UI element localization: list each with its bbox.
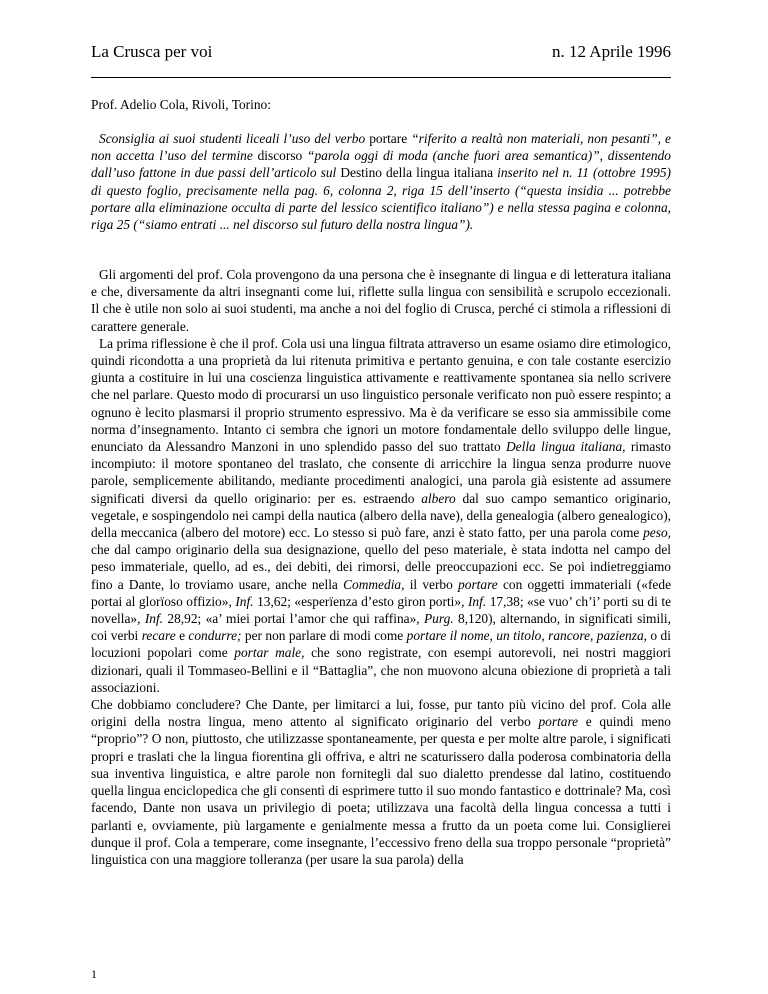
header-rule <box>91 77 671 78</box>
answer-paragraph-3: Che dobbiamo concludere? Che Dante, per limitarci a lui, fosse, pur tanto più vicino del prof. Cola alle origini della nostra lingua, meno attento al significato originario del verbo portare e quindi meno “proprio”? O non, piuttosto, che utilizzasse spontaneamente, per questa e per molte altre parole, i significati propri e traslati che la lingua fiorentina gli offriva, e altri ne scaturissero dalla poderosa combinatoria della sua inventiva linguistica, e altre parole non fornitegli dal suo dialetto prendesse dal latino, costituendo quella lingua enciclopedica che gli consentì di esprimere tutto il suo mondo fantastico e dottrinale? Ma, così facendo, Dante non usava un privilegio di poeta; utilizzava una facoltà della lingua concessa a tutti i parlanti e, ovviamente, più largamente e genialmente messa a frutto da un poeta come lui. Consiglierei dunque il prof. Cola a temperare, come insegnante, l’eccessivo freno della sua troppo personale “proprietà” linguistica con una maggiore tolleranza (per usare la sua parola) della <box>91 697 671 867</box>
issue-date: n. 12 Aprile 1996 <box>552 42 671 61</box>
answer-text <box>91 266 671 868</box>
running-header <box>91 42 671 62</box>
reader-question: Sconsiglia ai suoi studenti liceali l’uso del verbo portare “riferito a realtà non materiali, non pesanti”, e non accetta l’uso del termine discorso “parola oggi di moda (anche fuori area semantica)”, dissentendo dall’uso fattone in due passi dell’articolo sul Destino della lingua italiana inserito nel n. 11 (ottobre 1995) di questo foglio, precisamente nella pag. 6, colonna 2, riga 15 dell’inserto (“questa insidia ... potrebbe portare alla eliminazione occulta di parte del lessico scientifico italiano”) e nella stessa pagina e colonna, riga 25 (“siamo entrati ... nel discorso sul futuro della nostra lingua”). <box>91 131 671 233</box>
publication-title: La Crusca per voi <box>91 42 213 61</box>
answer-paragraph-2: La prima riflessione è che il prof. Cola usi una lingua filtrata attraverso un esame osiamo dire etimologico, quindi ricondotta a una proprietà da lui ritenuta primitiva e pertanto genuina, e con tale costante esercizio giunta a costituire in lui una coscienza linguistica attivamente e reattivamente spontanea sia nello scrivere che nel parlare. Questo modo di procurarsi un uso linguistico personale verificato non può essere respinto; a ognuno è lecito plasmarsi il proprio strumento espressivo. Ma è da verificare se esso sia ammissibile come norma d’insegnamento. Intanto ci sembra che ignori un motore fondamentale dello sviluppo delle lingue, enunciato da Alessandro Manzoni in uno splendido passo del suo trattato Della lingua italiana, rimasto incompiuto: il motore spontaneo del traslato, che consente di arricchire la lingua senza produrre nuove parole, semplicemente abilitando, mediante procedimenti analogici, una parola già esistente ad assumere significati diversi da quello originario: per es. estraendo albero dal suo campo semantico originario, vegetale, e sospingendolo nei campi della nautica (albero della nave), della genealogia (albero genealogico), della meccanica (albero del motore) ecc. Lo stesso si può fare, anzi è stato fatto, per una parola come peso, che dal campo originario della sua designazione, quello del peso materiale, è stata indotta nel campo del peso immateriale, quello, ad es., dei debiti, dei rimorsi, delle preoccupazioni ecc. Se poi indietreggiamo fino a Dante, lo troviamo usare, anche nella Commedia, il verbo portare con oggetti immateriali («fede portai al glorïoso offizio», Inf. 13,62; «esperïenza d’esto giron porti», Inf. 17,38; «se vuo’ ch’i’ porti su di te novella», Inf. 28,92; «a’ miei portai l’amor che qui raffina», Purg. 8,120), alternando, in significati simili, coi verbi recare e condurre; per non parlare di modi come portare il nome, un titolo, rancore, pazienza, o di locuzioni popolari come portar male, che sono registrate, con esempi autorevoli, nei nostri maggiori dizionari, quali il Tommaseo-Bellini e il “Battaglia”, che non muovono alcuna obiezione di proprietà a tali associazioni. <box>91 335 672 695</box>
answer-paragraph-1: Gli argomenti del prof. Cola provengono da una persona che è insegnante di lingua e di letteratura italiana e che, diversamente da altri insegnanti come lui, riflette sulla lingua con sensibilità e scrupolo eccezionali. Il che è utile non solo ai suoi studenti, ma anche a noi del foglio di Crusca, perché ci stimola a riflessioni di carattere generale. <box>91 267 671 334</box>
question-author: Prof. Adelio Cola, Rivoli, Torino: <box>91 97 271 112</box>
page-number: 1 <box>91 967 97 981</box>
